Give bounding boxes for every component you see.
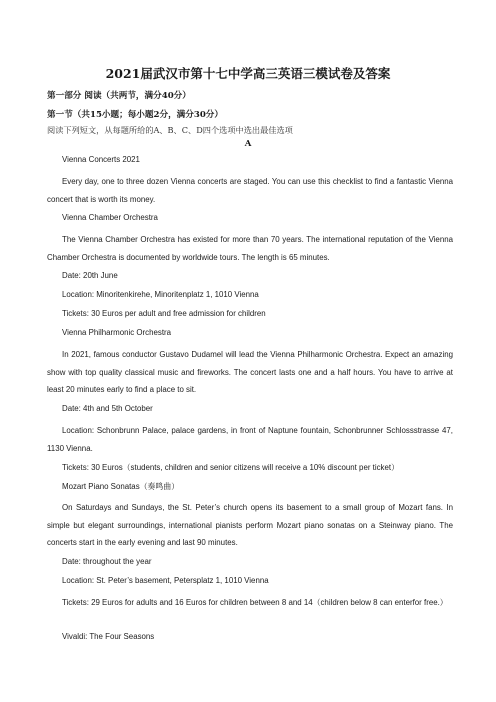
paragraph-heading: Mozart Piano Sonatas（奏鸣曲） <box>62 482 180 491</box>
paragraph-detail: Location: St. Peter’s basement, Petersplatz 1, 1010 Vienna <box>62 576 269 585</box>
paragraph-detail: Tickets: 30 Euros per adult and free admission for children <box>62 309 266 318</box>
paragraph-heading: Vienna Philharmonic Orchestra <box>62 328 172 337</box>
paragraph-detail: Date: throughout the year <box>62 557 152 566</box>
document-title: 2021届武汉市第十七中学高三英语三模试卷及答案 <box>105 66 391 81</box>
paragraph-detail: Tickets: 30 Euros（students, children and senior citizens will receive a 10% discount per ticket） <box>62 463 399 472</box>
paragraph-description: The Vienna Chamber Orchestra has existed for more than 70 years. The international reputation of the Vienna Chamber Orchestra is documented by worldwide tours. The length is 65 minutes. <box>47 235 453 262</box>
paragraph-heading: Vienna Concerts 2021 <box>62 155 140 164</box>
paragraph-description: In 2021, famous conductor Gustavo Dudamel will lead the Vienna Philharmonic Orchestra. Expect an amazing show with top quality classical music and fireworks. The concert lasts one and a half hours. You have to arrive at least 20 minutes early to find a place to sit. <box>47 350 453 394</box>
paragraph-intro: Every day, one to three dozen Vienna concerts are staged. You can use this checklist to find a fantastic Vienna concert that is worth its money. <box>47 177 453 204</box>
paragraph-detail: Date: 4th and 5th October <box>62 404 153 413</box>
instruction-text: 阅读下列短文，从每题所给的A、B、C、D四个选项中选出最佳选项 <box>47 125 293 135</box>
paragraph-heading: Vienna Chamber Orchestra <box>62 213 158 222</box>
paragraph-detail: Location: Minoritenkirehe, Minoritenplatz 1, 1010 Vienna <box>62 290 259 299</box>
paragraph-detail: Date: 20th June <box>62 271 118 280</box>
passage-letter: A <box>244 139 252 149</box>
paragraph-heading: Vivaldi: The Four Seasons <box>62 632 155 641</box>
paragraph-description: On Saturdays and Sundays, the St. Peter’s church opens its basement to a small group of Mozart fans. In simple but elegant surroundings, international pianists perform Mozart piano sonatas on a Steinway piano. The concerts start in the early evening and last 90 minutes. <box>47 503 453 547</box>
part-heading: 第一部分 阅读（共两节，满分40分） <box>47 91 191 101</box>
paragraph-detail: Tickets: 29 Euros for adults and 16 Euros for children between 8 and 14（children below 8 can enterfor free.） <box>62 598 448 607</box>
section-heading: 第一节（共15小题；每小题2分，满分30分） <box>47 110 223 120</box>
paragraph-detail: Location: Schonbrunn Palace, palace gardens, in front of Naptune fountain, Schonbrunner Schlossstrasse 47, 1130 Vienna. <box>47 426 453 453</box>
